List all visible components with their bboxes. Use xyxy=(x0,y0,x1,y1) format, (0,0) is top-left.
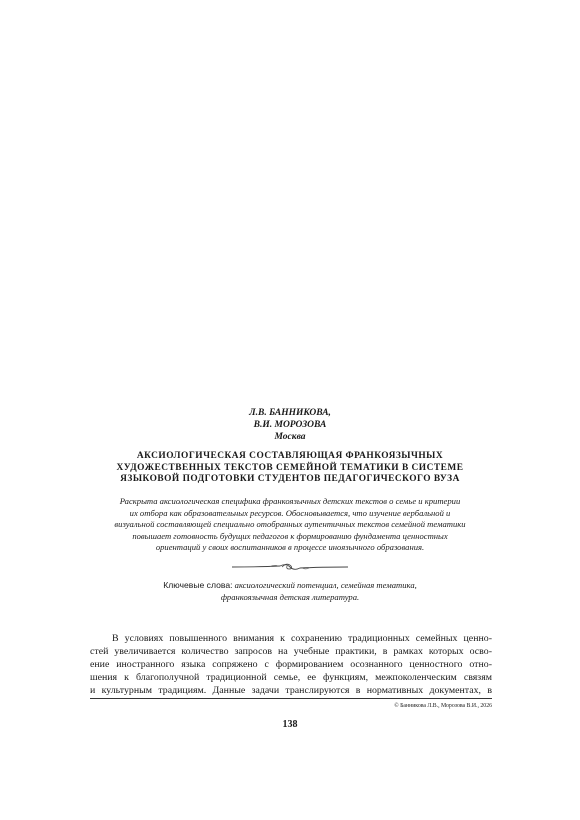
title-line-1: АКСИОЛОГИЧЕСКАЯ СОСТАВЛЯЮЩАЯ ФРАНКОЯЗЫЧНЫХ xyxy=(136,451,444,461)
body-line-2: стей увеличивается количество запросов на учебные практики, в рамках которых осво- xyxy=(90,646,492,657)
footnote-rule xyxy=(90,698,492,699)
abstract-line-5: ориентаций у своих воспитанников в процессе иноязычного образования. xyxy=(155,542,425,552)
keywords-text-1: аксиологический потенциал, семейная тематика, xyxy=(234,580,417,590)
keywords-line-1 xyxy=(90,580,490,592)
author-block xyxy=(0,407,580,443)
copyright-notice: © Банникова Л.В., Морозова В.И., 2026 xyxy=(394,703,492,709)
abstract-line-3: визуальной составляющей специально отобранных аутентичных текстов семейной тематики xyxy=(114,519,466,529)
article-title xyxy=(88,451,492,486)
abstract-line-2: их отбора как образовательных ресурсов. Обосновывается, что изучение вербальной и xyxy=(129,507,451,518)
title-line-3: ЯЗЫКОВОЙ ПОДГОТОВКИ СТУДЕНТОВ ПЕДАГОГИЧЕСКОГО ВУЗА xyxy=(120,474,460,484)
author-name-2: В.И. МОРОЗОВА xyxy=(253,420,327,430)
body-line-4: шения к благополучной традиционной семье, ее функциям, межпоколенческим связям xyxy=(90,672,492,683)
keywords-block xyxy=(90,580,490,603)
keywords-text-2: франкоязычная детская литература. xyxy=(220,591,360,602)
abstract-line-1: Раскрыта аксиологическая специфика франкоязычных детских текстов о семье и критерии xyxy=(119,496,461,506)
body-line-1: В условиях повышенного внимания к сохранению традиционных семейных ценно- xyxy=(112,633,492,644)
author-name-1: Л.В. БАННИКОВА, xyxy=(249,408,331,418)
body-paragraph xyxy=(90,632,492,697)
title-line-2: ХУДОЖЕСТВЕННЫХ ТЕКСТОВ СЕМЕЙНОЙ ТЕМАТИКИ В СИСТЕМЕ xyxy=(116,462,464,473)
abstract xyxy=(88,496,492,554)
abstract-line-4: повышает готовность будущих педагогов к формированию фундамента ценностных xyxy=(132,530,448,541)
body-line-5: и культурным традициям. Данные задачи транслируются в нормативных документах, в xyxy=(90,685,492,696)
author-city: Москва xyxy=(274,432,306,442)
ornament-divider-icon xyxy=(230,561,350,573)
keywords-label: Ключевые слова: xyxy=(163,580,233,590)
body-line-3: ение иностранного языка сопряжено с формированием осознанного ценностного отно- xyxy=(90,659,492,670)
page-number: 138 xyxy=(282,719,298,730)
